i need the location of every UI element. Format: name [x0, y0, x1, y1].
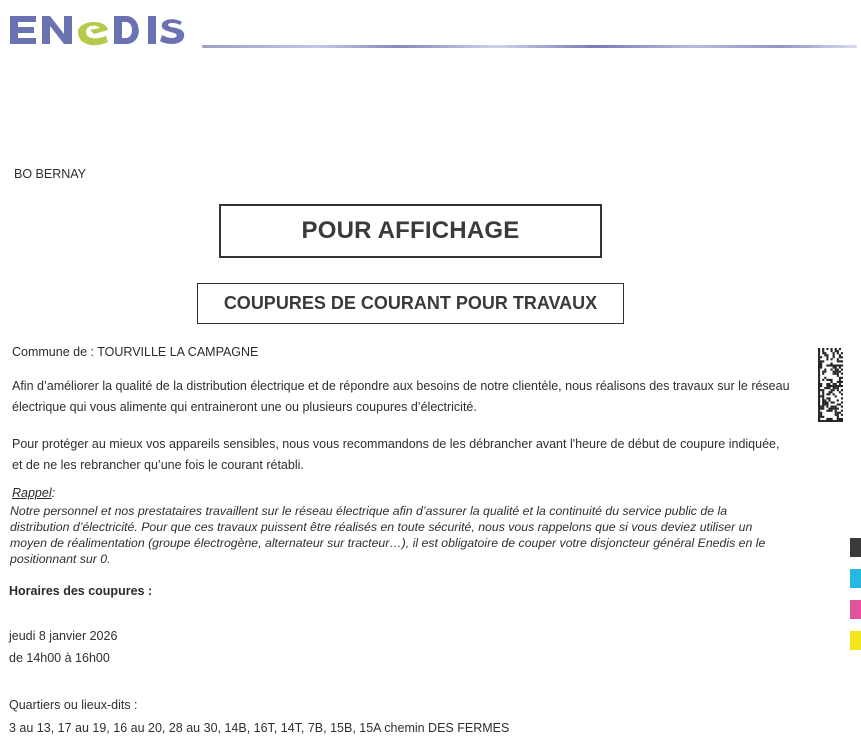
- horaires-heading: Horaires des coupures :: [9, 584, 153, 598]
- datamatrix-code: [818, 348, 843, 422]
- enedis-logo: [6, 8, 191, 52]
- color-mark-cyan: [850, 569, 861, 588]
- advice-paragraph: Pour protéger au mieux vos appareils sensibles, nous vous recommandons de les débrancher avant l'heure de début de coupure indiquée, et de ne les rebrancher qu’une fois le courant rétabli.: [12, 437, 780, 472]
- color-mark-black: [850, 538, 861, 557]
- color-mark-magenta: [850, 600, 861, 619]
- coupures-title-box: COUPURES DE COURANT POUR TRAVAUX: [197, 283, 624, 324]
- coupure-date: jeudi 8 janvier 2026: [9, 629, 118, 643]
- commune-line: Commune de : TOURVILLE LA CAMPAGNE: [12, 345, 259, 359]
- coupure-hours: de 14h00 à 16h00: [9, 651, 110, 665]
- color-mark-yellow: [850, 631, 861, 650]
- rappel-heading-text: Rappel: [12, 486, 52, 500]
- header-divider: [202, 45, 857, 48]
- rappel-text: Notre personnel et nos prestataires travaillent sur le réseau électrique afin d’assurer la qualité et la continuité du service public de la distribution d’électricité. Pour que ces travaux puissent être réalisés en toute sécurité, nous vous rappelons que si vous deviez utiliser un moyen de réalimentation (groupe électrogène, alternateur sur tracteur…), il est obligatoire de couper votre disjoncteur général Enedis en le positionnant sur 0.: [10, 504, 766, 566]
- quartiers-list: 3 au 13, 17 au 19, 16 au 20, 28 au 30, 14B, 16T, 14T, 7B, 15B, 15A chemin DES FERMES: [9, 721, 510, 735]
- rappel-heading: Rappel:: [12, 486, 56, 500]
- intro-paragraph: Afin d’améliorer la qualité de la distribution électrique et de répondre aux besoins de notre clientèle, nous réalisons des travaux sur le réseau électrique qui vous alimente qui entraineront une ou plusieurs coupures d’électricité.: [12, 379, 790, 414]
- pour-affichage-box: POUR AFFICHAGE: [219, 204, 602, 258]
- quartiers-heading: Quartiers ou lieux-dits :: [9, 698, 138, 712]
- sender-label: BO BERNAY: [14, 167, 87, 181]
